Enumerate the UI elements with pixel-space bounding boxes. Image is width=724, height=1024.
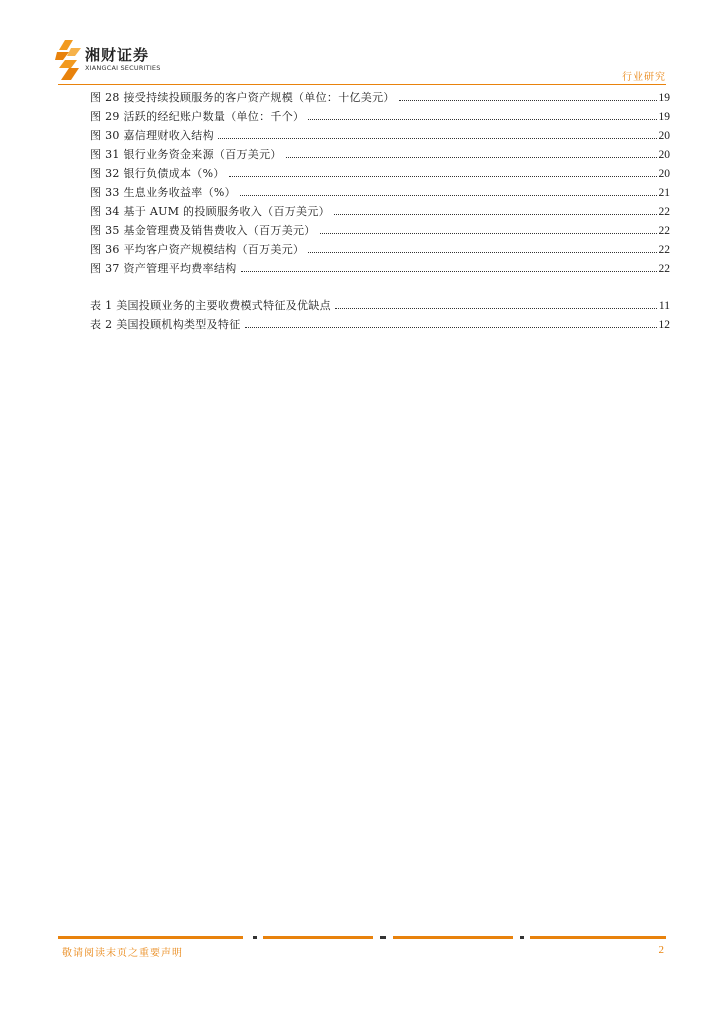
toc-leader-dots: [245, 315, 657, 328]
toc-entry-label: 图 30 嘉信理财收入结构: [90, 129, 214, 142]
toc-entry-figure-28[interactable]: [90, 88, 670, 107]
toc-entry-label: 图 36 平均客户资产规模结构（百万美元）: [90, 243, 305, 256]
toc-entry-label: 图 32 银行负债成本（%）: [90, 167, 225, 180]
toc-section-gap: [90, 278, 670, 296]
toc-entry-page: 12: [658, 319, 670, 331]
table-of-contents: [90, 88, 670, 334]
xiangcai-logo-icon: [55, 40, 81, 80]
toc-entry-label: 表 1 美国投顾业务的主要收费模式特征及优缺点: [90, 299, 331, 312]
toc-entry-figure-36[interactable]: [90, 240, 670, 259]
toc-entry-page: 22: [658, 206, 670, 218]
toc-entry-page: 19: [658, 111, 670, 123]
company-logo: [55, 40, 175, 80]
toc-entry-figure-34[interactable]: [90, 202, 670, 221]
toc-entry-label: 图 31 银行业务资金来源（百万美元）: [90, 148, 282, 161]
toc-leader-dots: [308, 107, 656, 120]
toc-entry-figure-31[interactable]: [90, 145, 670, 164]
toc-entry-label: 图 28 接受持续投顾服务的客户资产规模（单位：十亿美元）: [90, 91, 395, 104]
toc-leader-dots: [286, 145, 657, 158]
toc-entry-page: 22: [658, 244, 670, 256]
toc-leader-dots: [399, 88, 657, 101]
toc-entry-label: 图 29 活跃的经纪账户数量（单位：千个）: [90, 110, 305, 123]
toc-entry-figure-30[interactable]: [90, 126, 670, 145]
toc-entry-label: 图 33 生息业务收益率（%）: [90, 186, 236, 199]
toc-entry-figure-32[interactable]: [90, 164, 670, 183]
toc-leader-dots: [218, 126, 657, 139]
toc-entry-label: 图 35 基金管理费及销售费收入（百万美元）: [90, 224, 316, 237]
toc-entry-table-1[interactable]: [90, 296, 670, 315]
toc-entry-page: 19: [658, 92, 670, 104]
toc-entry-label: 图 37 资产管理平均费率结构: [90, 262, 237, 275]
toc-leader-dots: [334, 202, 657, 215]
toc-entry-page: 22: [658, 263, 670, 275]
toc-entry-table-2[interactable]: [90, 315, 670, 334]
toc-leader-dots: [241, 259, 657, 272]
toc-leader-dots: [320, 221, 657, 234]
toc-leader-dots: [335, 296, 657, 309]
page-header: [0, 0, 724, 90]
toc-entry-figure-35[interactable]: [90, 221, 670, 240]
footer-decorative-rule: [58, 936, 666, 940]
report-category-tag: 行业研究: [622, 72, 666, 83]
page-number: 2: [658, 944, 664, 956]
logo-english-name: XIANGCAI SECURITIES: [85, 64, 161, 72]
footer-disclaimer: 敬请阅读末页之重要声明: [62, 948, 183, 959]
toc-entry-figure-37[interactable]: [90, 259, 670, 278]
toc-entry-figure-33[interactable]: [90, 183, 670, 202]
toc-entry-page: 11: [658, 300, 670, 312]
toc-entry-page: 20: [658, 130, 670, 142]
toc-entry-page: 21: [658, 187, 670, 199]
header-divider: [58, 84, 666, 85]
toc-leader-dots: [308, 240, 656, 253]
toc-entry-figure-29[interactable]: [90, 107, 670, 126]
toc-entry-page: 22: [658, 225, 670, 237]
logo-chinese-name: 湘财证券: [85, 46, 150, 64]
toc-entry-page: 20: [658, 149, 670, 161]
toc-leader-dots: [229, 164, 657, 177]
toc-entry-label: 图 34 基于 AUM 的投顾服务收入（百万美元）: [90, 205, 330, 218]
toc-leader-dots: [240, 183, 657, 196]
toc-entry-label: 表 2 美国投顾机构类型及特征: [90, 318, 241, 331]
toc-entry-page: 20: [658, 168, 670, 180]
